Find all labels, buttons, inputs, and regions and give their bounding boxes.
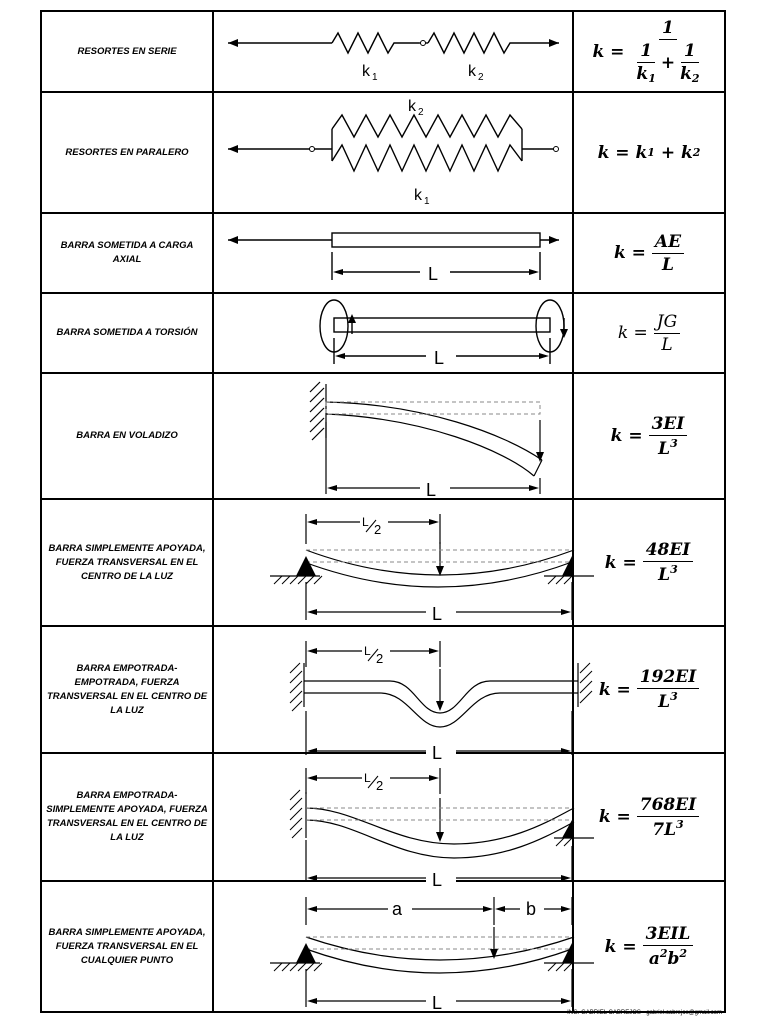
table-row [42, 754, 724, 890]
table-row [42, 374, 724, 500]
length-label: L [428, 264, 439, 284]
k2-label: k [468, 63, 476, 80]
half-length-den: 2 [374, 522, 382, 537]
row-label-cell [42, 12, 214, 91]
series-formula: k = 1 $\frac{1}{k_1}$ + $\frac{1}{k_2}$ [592, 18, 700, 85]
row-label-cell [42, 294, 214, 372]
formula-cell [574, 93, 724, 212]
row-label-cell [42, 882, 214, 1011]
half-length-num: L [364, 771, 371, 785]
parallel-formula: k = k 1 + k 2 [597, 142, 701, 163]
row-label-cell [42, 500, 214, 625]
table-row [42, 214, 724, 294]
table-row [42, 294, 724, 374]
diagram-cell [214, 627, 574, 763]
simply-supported-center-diagram [214, 500, 572, 625]
row-label: BARRA EMPOTRADA-SIMPLEMENTE APOYADA, FUERZA TRANSVERSAL EN EL CENTRO DE LA LUZ [46, 790, 208, 843]
simply-supported-center-formula: k = $\frac{48EI}{L^3}$ [605, 540, 694, 585]
length-label: L [432, 604, 443, 624]
table-row [42, 500, 724, 627]
formula-cell [574, 12, 724, 91]
diagram-cell [214, 754, 574, 890]
torsion-formula: k = $\frac{JG}{L}$ [618, 312, 680, 355]
half-length-num: L [362, 515, 369, 529]
row-label-cell [42, 214, 214, 292]
k1-label: k [414, 187, 422, 204]
b-label: b [526, 899, 537, 919]
formula-cell [574, 294, 724, 372]
formula-table [40, 10, 726, 1013]
length-label: L [432, 993, 443, 1013]
row-label: BARRA EN VOLADIZO [76, 430, 178, 441]
torsion-bar-diagram [214, 294, 572, 372]
k2-sub: 2 [418, 107, 424, 118]
fixed-fixed-formula: k = $\frac{192EI}{L^3}$ [599, 667, 699, 712]
half-length-den: 2 [376, 651, 384, 666]
fixed-simply-supported-diagram [214, 754, 572, 890]
row-label: RESORTES EN PARALERO [65, 146, 189, 158]
row-label-cell [42, 374, 214, 498]
fixed-simply-supported-formula: k = $\frac{768EI}{7L^3}$ [599, 795, 699, 840]
half-length-num: L [364, 644, 371, 658]
formula-cell [574, 214, 724, 292]
k1-label: k [362, 63, 370, 80]
row-label: BARRA SOMETIDA A TORSIÓN [56, 327, 198, 338]
row-label-cell [42, 93, 214, 212]
formula-cell [574, 374, 724, 498]
simply-supported-any-point-diagram [214, 882, 572, 1011]
diagram-cell [214, 214, 574, 292]
diagram-cell [214, 500, 574, 625]
diagram-cell [214, 12, 574, 91]
row-label-cell [42, 627, 214, 752]
length-label: L [432, 743, 443, 763]
cantilever-formula: k = $\frac{3EI}{L^3}$ [611, 414, 688, 459]
a-label: a [392, 899, 403, 919]
k2-sub: 2 [478, 72, 484, 83]
table-row [42, 93, 724, 214]
formula-cell [574, 882, 724, 1011]
row-label: BARRA SIMPLEMENTE APOYADA, FUERZA TRANSVERSAL EN EL CENTRO DE LA LUZ [48, 542, 206, 582]
diagram-cell [214, 294, 574, 372]
row-label: RESORTES EN SERIE [77, 45, 177, 57]
row-label: BARRA SIMPLEMENTE APOYADA, FUERZA TRANSVERSAL EN EL CUALQUIER PUNTO [48, 926, 206, 966]
parallel-springs-diagram [214, 93, 572, 212]
footer-credit: ING. GABRIEL CABREJOS - gabriel.cabrejos@gmail.com [567, 1010, 722, 1016]
formula-cell [574, 500, 724, 625]
row-label-cell [42, 754, 214, 880]
diagram-cell [214, 882, 574, 1011]
simply-supported-any-point-formula: k = $\frac{\text{3EIL}}{a^2b^2}$ [605, 924, 694, 969]
axial-formula: k = $\frac{AE}{L}$ [614, 232, 684, 275]
table-row [42, 12, 724, 93]
k1-sub: 1 [424, 196, 430, 207]
formula-cell [574, 754, 724, 880]
series-springs-diagram [214, 12, 572, 91]
formula-cell [574, 627, 724, 752]
k1-sub: 1 [372, 72, 378, 83]
half-length-den: 2 [376, 778, 384, 793]
k2-label: k [408, 98, 416, 115]
cantilever-diagram [214, 374, 572, 498]
fixed-fixed-diagram [214, 627, 572, 763]
row-label: BARRA EMPOTRADA-EMPOTRADA, FUERZA TRANSVERSAL EN EL CENTRO DE LA LUZ [46, 662, 208, 716]
diagram-cell [214, 374, 574, 498]
row-label: BARRA SOMETIDA A CARGA AXIAL [60, 240, 194, 265]
diagram-cell [214, 93, 574, 212]
length-label: L [434, 348, 445, 368]
table-row [42, 882, 724, 1011]
axial-bar-diagram [214, 214, 572, 292]
table-row [42, 627, 724, 763]
length-label: L [426, 480, 437, 500]
length-label: L [432, 870, 443, 890]
